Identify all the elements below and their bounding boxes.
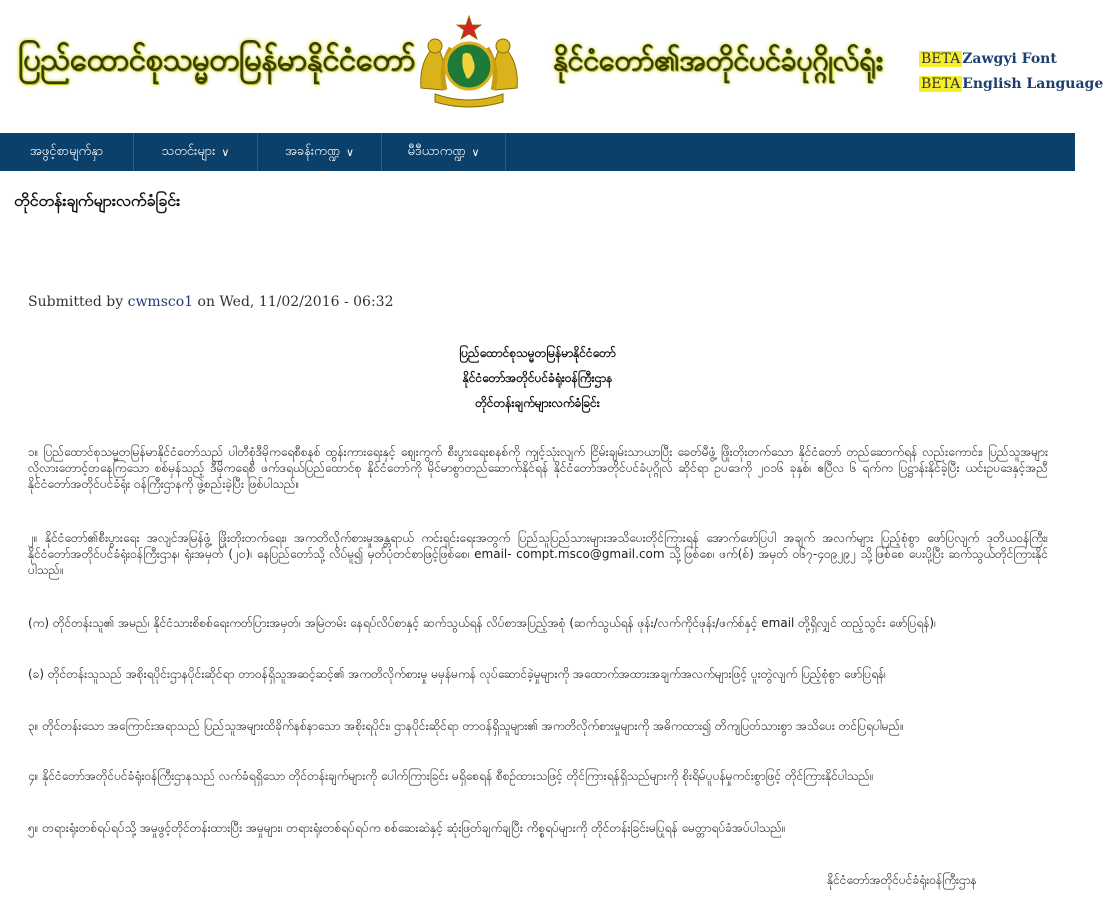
english-language-link[interactable] bbox=[919, 71, 1103, 96]
nav-item-label: အခန်းကဏ္ဍ bbox=[284, 143, 341, 159]
article-paragraph-7: ၅။ တရားရုံးတစ်ရပ်ရပ်သို့ အမှုဖွင့်တိုင်တန်းထားပြီး အမှုများ၊ တရားရုံးတစ်ရပ်ရပ်က စစ်ဆေးဆဲနှင့် ဆုံးဖြတ်ချက်ချပြီး ကိစ္စရပ်များကို တိုင်တန်းခြင်းမပြုရန် မေတ္တာရပ်ခံအပ်ပါသည်။ bbox=[28, 821, 786, 835]
nav-item-label: မီဒီယာကဏ္ဍ bbox=[407, 143, 466, 159]
article-paragraph-5: ၃။ တိုင်တန်းသော အကြောင်းအရာသည် ပြည်သူအများထိခိုက်နစ်နာသော အစိုးရပိုင်း၊ ဌာနပိုင်းဆိုင်ရာ တာဝန်ရှိသူများ၏ အကတိလိုက်စားမှုများကို အဓိကထား၍ တိကျပြတ်သားစွာ အသိပေး တင်ပြရပါမည်။ bbox=[28, 719, 904, 733]
chevron-down-icon: ∨ bbox=[221, 145, 230, 159]
article-paragraph-4: (ခ) တိုင်တန်းသူသည် အစိုးရပိုင်းဌာနပိုင်းဆိုင်ရာ တာဝန်ရှိသူအဆင့်ဆင့်၏ အကတိလိုက်စားမှု မမှန်မကန် လုပ်ဆောင်ခဲ့မှုများကို အထောက်အထားအချက်အလက်များဖြင့် ပူးတွဲလျက် ပြည့်စုံစွာ ဖော်ပြရန်၊ bbox=[28, 667, 887, 681]
article-heading-line-2: နိုင်ငံတော်အတိုင်ပင်ခံရုံးဝန်ကြီးဌာန bbox=[462, 371, 613, 385]
article-heading-line-3: တိုင်တန်းချက်များလက်ခံခြင်း bbox=[475, 396, 600, 410]
article-paragraph-6: ၄။ နိုင်ငံတော်အတိုင်ပင်ခံရုံးဝန်ကြီးဌာနသည် လက်ခံရရှိသော တိုင်တန်းချက်များကို ပေါက်ကြားခြင်း မရှိစေရန် စီစဉ်ထားသဖြင့် တိုင်ကြားရန်ရှိသည်များကို စိုးရိမ်ပူပန်မှုကင်းစွာဖြင့် တိုင်ကြားနိုင်ပါသည်။ bbox=[28, 769, 874, 783]
nav-item-news[interactable] bbox=[134, 133, 258, 171]
beta-badge: BETA bbox=[921, 75, 961, 92]
article-heading-line-1: ပြည်ထောင်စုသမ္မတမြန်မာနိုင်ငံတော် bbox=[459, 346, 616, 360]
site-name-right[interactable]: နိုင်ငံတော်၏အတိုင်ပင်ခံပုဂ္ဂိုလ်ရုံး bbox=[553, 43, 883, 77]
zawgyi-font-link[interactable] bbox=[919, 46, 1103, 71]
zawgyi-font-label[interactable]: Zawgyi Font bbox=[962, 50, 1057, 67]
submitted-prefix: Submitted by bbox=[28, 294, 124, 310]
nav-item-sections[interactable] bbox=[258, 133, 382, 171]
nav-item-media[interactable] bbox=[382, 133, 506, 171]
main-navbar bbox=[0, 133, 1075, 171]
page-title: တိုင်တန်းချက်များလက်ခံခြင်း bbox=[14, 191, 181, 210]
article-paragraph-1: ၁။ ပြည်ထောင်စုသမ္မတမြန်မာနိုင်ငံတော်သည် ပါတီစုံဒီမိုကရေစီစနစ် ထွန်းကားရေးနှင့် ဈေးကွက် စီးပွားရေးစနစ်ကို ကျင့်သုံးလျက် ငြိမ်းချမ်းသာယာပြီး ခေတ်မီဖွံ့ ဖြိုးတိုးတက်သော နိုင်ငံတော် တည်ဆောက်ရန် လည်းကောင်း၊ ပြည်သူအများ လိုလားတောင့်တနေကြသော စစ်မှန်သည့် ဒီမိုကရေစီ ဖက်ဒရယ်ပြည်ထောင်စု နိုင်ငံတော်ကို မိုင်မာစွာတည်ဆောက်နိုင်ရန် နိုင်ငံတော်အတိုင်ပင်ခံပုဂ္ဂိုလ် ဆိုင်ရာ ဥပဒေကို ၂၀၁၆ ခုနှစ်၊ ဧပြီလ ၆ ရက်က ပြဋ္ဌာန်းနိုင်ခဲ့ပြီး ယင်းဥပဒေနှင့်အညီ နိုင်ငံတော်အတိုင်ပင်ခံရုံး ဝန်ကြီးဌာနကို ဖွဲ့စည်းခဲ့ပြီး ဖြစ်ပါသည်။ bbox=[28, 445, 1048, 491]
article-paragraph-2: ၂။ နိုင်ငံတော်၏စီးပွားရေး အလျင်အမြန်ဖွံ့ ဖြိုးတိုးတက်ရေး၊ အကတိလိုက်စားမှုအန္တရာယ် ကင်းရှင်းရေးအတွက် ပြည်သူပြည်သားများအသိပေးတိုင်ကြားရန် အောက်ဖော်ပြပါ အချက် အလက်များ ပြည့်စုံစွာ ဖော်ပြလျက် ဒုတိယဝန်ကြီး၊ နိုင်ငံတော်အတိုင်ပင်ခံရုံးဝန်ကြီးဌာန၊ ရုံးအမှတ် (၂၀)၊ နေပြည်တော်သို့ လိပ်မူ၍ မှတ်ပုံတင်စာဖြင့်ဖြစ်စေ၊ email- compt.msco@gmail.com သို့ဖြစ်စေ၊ ဖက်(စ်) အမှတ် ၀၆၇-၄၀၉၂၉၂ သို့ဖြစ်စေ ပေးပို့ပြီး ဆက်သွယ်တိုင်ကြားနိုင်ပါသည်။ bbox=[28, 531, 1048, 577]
nav-item-label: အဖွင့်စာမျက်နှာ bbox=[29, 143, 104, 159]
nav-item-home[interactable] bbox=[0, 133, 134, 171]
language-switcher bbox=[919, 46, 1103, 96]
submitted-info bbox=[28, 294, 394, 310]
nav-item-label: သတင်းများ bbox=[161, 143, 216, 159]
author-link[interactable]: cwmsco1 bbox=[127, 294, 194, 310]
beta-badge: BETA bbox=[921, 50, 961, 67]
state-emblem-icon[interactable] bbox=[413, 10, 525, 110]
chevron-down-icon: ∨ bbox=[471, 145, 480, 159]
site-header bbox=[0, 0, 1103, 133]
english-language-label[interactable]: English Language bbox=[962, 75, 1103, 92]
site-name-left[interactable]: ပြည်ထောင်စုသမ္မတမြန်မာနိုင်ငံတော် bbox=[18, 42, 415, 78]
chevron-down-icon: ∨ bbox=[346, 145, 355, 159]
article-paragraph-3: (က) တိုင်တန်းသူ၏ အမည်၊ နိုင်ငံသားစိစစ်ရေးကတ်ပြားအမှတ်၊ အမြဲတမ်း နေရပ်လိပ်စာနှင့် ဆက်သွယ်ရန် လိပ်စာအပြည့်အစုံ (ဆက်သွယ်ရန် ဖုန်း/လက်ကိုင်ဖုန်း/ဖက်စ်နှင့် email တို့ရှိလျှင် ထည့်သွင်း ဖော်ပြရန်)၊ bbox=[28, 616, 937, 630]
article-signature: နိုင်ငံတော်အတိုင်ပင်ခံရုံးဝန်ကြီးဌာန bbox=[827, 873, 977, 887]
submitted-date: on Wed, 11/02/2016 - 06:32 bbox=[197, 294, 394, 310]
